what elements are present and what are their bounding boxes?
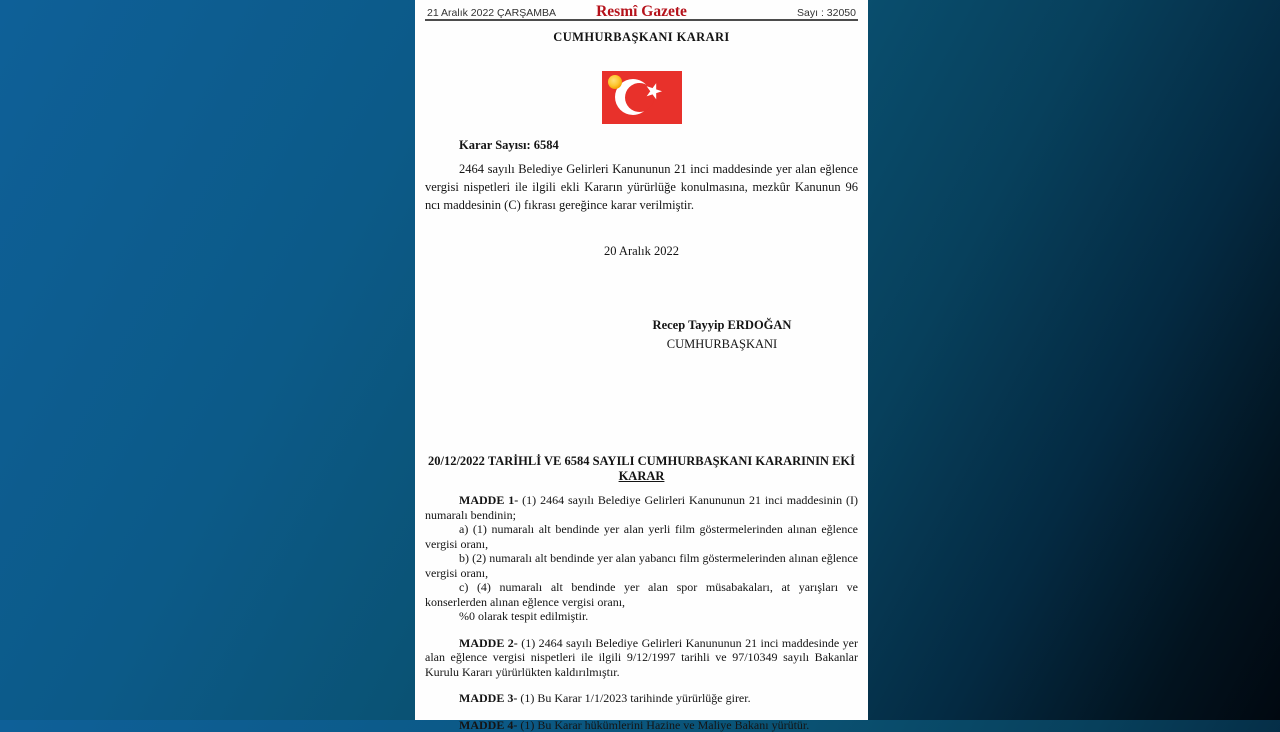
- annex-heading-line2: KARAR: [425, 469, 858, 484]
- article-madde-1: [425, 493, 858, 522]
- signature-block: [612, 316, 832, 354]
- gazette-page: [415, 0, 868, 720]
- article-item-b: [425, 551, 858, 580]
- decree-preamble: 2464 sayılı Belediye Gelirleri Kanununun 21 inci maddesinde yer alan eğlence vergisi nispetleri ile ilgili ekli Kararın yürürlüğe konulmasına, mezkûr Kanunun 96 ncı maddesinin (C) fıkrası gereğince karar verilmiştir.: [425, 160, 858, 214]
- annex-articles: [425, 493, 858, 732]
- decision-date: 20 Aralık 2022: [425, 244, 858, 259]
- article-item-a: [425, 522, 858, 551]
- article-lead: MADDE 4-: [459, 718, 517, 732]
- article-lead: MADDE 1-: [459, 493, 518, 507]
- article-text: a) (1) numaralı alt bendinde yer alan yerli film göstermelerinden alınan eğlence vergisi oranı,: [425, 522, 858, 551]
- article-text: (1) 2464 sayılı Belediye Gelirleri Kanununun 21 inci maddesinin (I) numaralı bendinin;: [425, 493, 858, 522]
- article-text: (1) Bu Karar hükümlerini Hazine ve Maliye Bakanı yürütür.: [517, 718, 809, 732]
- flag-container: [425, 71, 858, 129]
- gazette-header: [425, 0, 858, 21]
- article-text: (1) 2464 sayılı Belediye Gelirleri Kanununun 21 inci maddesinde yer alan eğlence vergisi nispetleri ile ilgili 9/12/1997 tarihli ve 97/10349 sayılı Bakanlar Kurulu Kararı yürürlükten kaldırılmıştır.: [425, 636, 858, 679]
- article-madde-3: [425, 691, 858, 706]
- article-lead: MADDE 3-: [459, 691, 517, 705]
- turkish-flag-icon: [602, 71, 682, 124]
- article-text: (1) Bu Karar 1/1/2023 tarihinde yürürlüğe girer.: [517, 691, 750, 705]
- signatory-title: CUMHURBAŞKANI: [612, 335, 832, 354]
- gazette-date: 21 Aralık 2022 ÇARŞAMBA: [427, 7, 556, 19]
- article-rate-line: [425, 609, 858, 624]
- presidential-emblem-icon: [608, 75, 622, 89]
- article-item-c: [425, 580, 858, 609]
- signatory-name: Recep Tayyip ERDOĞAN: [612, 316, 832, 335]
- decree-number: Karar Sayısı: 6584: [459, 138, 858, 153]
- annex-heading: [425, 454, 858, 483]
- gazette-title: Resmî Gazete: [425, 3, 858, 21]
- article-madde-4: [425, 718, 858, 732]
- article-lead: MADDE 2-: [459, 636, 518, 650]
- article-text: c) (4) numaralı alt bendinde yer alan spor müsabakaları, at yarışları ve konserlerden alınan eğlence vergisi oranı,: [425, 580, 858, 609]
- decree-type-heading: CUMHURBAŞKANI KARARI: [425, 30, 858, 45]
- flag-star-icon: ★: [641, 79, 665, 105]
- gazette-issue-number: Sayı : 32050: [797, 7, 856, 19]
- article-text: %0 olarak tespit edilmiştir.: [459, 609, 588, 623]
- annex-heading-line1: 20/12/2022 TARİHLİ VE 6584 SAYILI CUMHURBAŞKANI KARARININ EKİ: [425, 454, 858, 469]
- article-madde-2: [425, 636, 858, 680]
- article-text: b) (2) numaralı alt bendinde yer alan yabancı film göstermelerinden alınan eğlence vergisi oranı,: [425, 551, 858, 580]
